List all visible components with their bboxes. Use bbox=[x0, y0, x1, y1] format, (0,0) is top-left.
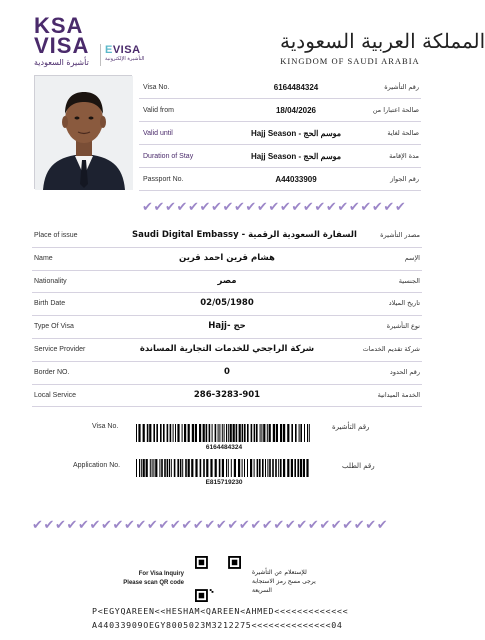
kingdom-title-english: KINGDOM OF SAUDI ARABIA bbox=[280, 56, 420, 66]
qr-en-line1: For Visa Inquiry bbox=[138, 571, 184, 577]
evisa-e: E bbox=[105, 44, 113, 56]
holder-label-en: Nationality bbox=[34, 277, 67, 285]
holder-label-en: Name bbox=[34, 254, 53, 262]
visa-barcode-label-en: Visa No. bbox=[92, 423, 119, 430]
app-barcode-number: E815719230 bbox=[205, 479, 243, 486]
visa-detail-row bbox=[139, 76, 421, 99]
holder-value: مصر bbox=[217, 275, 237, 286]
holder-label-ar: مصدر التأشيرة bbox=[380, 231, 420, 239]
holder-detail-row bbox=[32, 385, 422, 408]
app-barcode-label-ar: رقم الطلب bbox=[342, 462, 375, 470]
holder-value: Hajj- حج bbox=[208, 321, 246, 332]
check-pattern-strip-bottom: ✔✔✔✔✔✔✔✔✔✔✔✔✔✔✔✔✔✔✔✔✔✔✔✔✔✔✔✔✔✔✔ bbox=[32, 518, 389, 533]
detail-label-en: Passport No. bbox=[143, 176, 184, 183]
detail-label-en: Duration of Stay bbox=[143, 153, 194, 160]
holder-value: 0 bbox=[224, 366, 230, 377]
detail-label-ar: صالحة لغاية bbox=[387, 129, 419, 137]
holder-value: 286-3283-901 bbox=[193, 389, 261, 400]
holder-label-en: Local Service bbox=[34, 391, 77, 399]
detail-value: A44033909 bbox=[275, 175, 317, 184]
kingdom-title-arabic: المملكة العربية السعودية bbox=[280, 29, 485, 53]
holder-photo bbox=[34, 75, 132, 189]
detail-label-ar: مدة الإقامة bbox=[389, 152, 419, 160]
ksa-logo-arabic: تأشيرة السعودية bbox=[34, 58, 89, 67]
ksa-visa-logo bbox=[34, 13, 96, 68]
holder-detail-row bbox=[32, 248, 422, 271]
visa-detail-row bbox=[139, 122, 421, 145]
holder-label-ar: شركة تقديم الخدمات bbox=[362, 344, 420, 353]
ksa-logo-line1: KSA bbox=[34, 13, 84, 38]
visa-detail-row bbox=[139, 99, 421, 122]
holder-label-en: Service Provider bbox=[34, 345, 86, 353]
qr-ar-line2: يرجى مسح رمز الاستجابة السريعة bbox=[252, 578, 316, 594]
holder-label-ar: الخدمة الميدانية bbox=[377, 390, 420, 399]
portrait-image bbox=[35, 76, 133, 190]
holder-label-ar: رقم الحدود bbox=[389, 367, 420, 376]
detail-value: Hajj Season - موسم الحج bbox=[250, 152, 342, 161]
visa-details-table bbox=[139, 76, 421, 191]
mrz-line-2: A44033909OEGY8005023M3212275<<<<<<<<<<<<<<04 bbox=[92, 620, 343, 630]
holder-label-en: Type Of Visa bbox=[34, 323, 74, 331]
qr-ar-line1: للإستعلام عن التأشيرة bbox=[252, 569, 307, 576]
qr-instructions-ar bbox=[252, 568, 332, 595]
visa-detail-row bbox=[139, 168, 421, 191]
detail-value: 18/04/2026 bbox=[275, 106, 317, 115]
evisa-rest: VISA bbox=[112, 44, 141, 56]
evisa-logo bbox=[100, 44, 145, 66]
holder-detail-row bbox=[32, 293, 422, 316]
holder-value: 02/05/1980 bbox=[200, 298, 254, 309]
visa-detail-row bbox=[139, 145, 421, 168]
detail-label-ar: رقم التأشيرة bbox=[384, 83, 419, 91]
holder-details-table bbox=[32, 225, 422, 407]
application-number-barcode bbox=[136, 459, 312, 477]
detail-label-en: Valid from bbox=[143, 107, 174, 114]
qr-instructions-en bbox=[118, 570, 184, 588]
holder-label-ar: الإسم bbox=[404, 253, 420, 262]
visa-barcode-number: 6164484324 bbox=[205, 444, 243, 451]
qr-en-line2: Please scan QR code bbox=[123, 580, 184, 586]
holder-label-en: Birth Date bbox=[34, 300, 66, 308]
holder-label-ar: نوع التأشيرة bbox=[386, 322, 420, 331]
holder-detail-row bbox=[32, 362, 422, 385]
evisa-arabic: التأشيرة الإلكترونية bbox=[105, 56, 145, 62]
holder-label-en: Place of issue bbox=[34, 232, 78, 239]
holder-detail-row bbox=[32, 316, 422, 339]
holder-label-ar: الجنسية bbox=[398, 276, 420, 285]
holder-label-en: Border NO. bbox=[34, 368, 70, 376]
detail-label-ar: صالحة اعتبارا من bbox=[372, 106, 419, 114]
holder-detail-row bbox=[32, 271, 422, 294]
detail-label-en: Visa No. bbox=[143, 84, 170, 91]
evisa-word bbox=[105, 44, 142, 56]
holder-value: هشام قرين احمد قرين bbox=[179, 252, 275, 263]
kingdom-title bbox=[280, 28, 485, 66]
ksa-logo-line2: VISA bbox=[34, 33, 90, 58]
detail-value: 6164484324 bbox=[273, 83, 319, 92]
holder-value: Saudi Digital Embassy - السفارة السعودية الرقمية bbox=[132, 230, 357, 240]
holder-detail-row bbox=[32, 339, 422, 362]
holder-detail-row bbox=[32, 225, 422, 248]
app-barcode-label-en: Application No. bbox=[73, 462, 121, 469]
holder-value: شركة الراجحي للخدمات التجارية المساندة bbox=[139, 343, 315, 354]
visa-number-barcode bbox=[136, 424, 312, 442]
mrz-line-1: P<EGYQAREEN<<HESHAM<QAREEN<AHMED<<<<<<<<<<<<< bbox=[92, 606, 349, 616]
detail-label-en: Valid until bbox=[143, 130, 173, 137]
check-pattern-strip-top: ✔✔✔✔✔✔✔✔✔✔✔✔✔✔✔✔✔✔✔✔✔✔✔ bbox=[142, 200, 407, 215]
detail-label-ar: رقم الجواز bbox=[390, 175, 419, 183]
visa-barcode-label-ar: رقم التأشيرة bbox=[332, 423, 370, 431]
holder-label-ar: تاريخ الميلاد bbox=[388, 299, 420, 308]
qr-code[interactable] bbox=[195, 556, 241, 602]
detail-value: Hajj Season - موسم الحج bbox=[250, 129, 342, 138]
